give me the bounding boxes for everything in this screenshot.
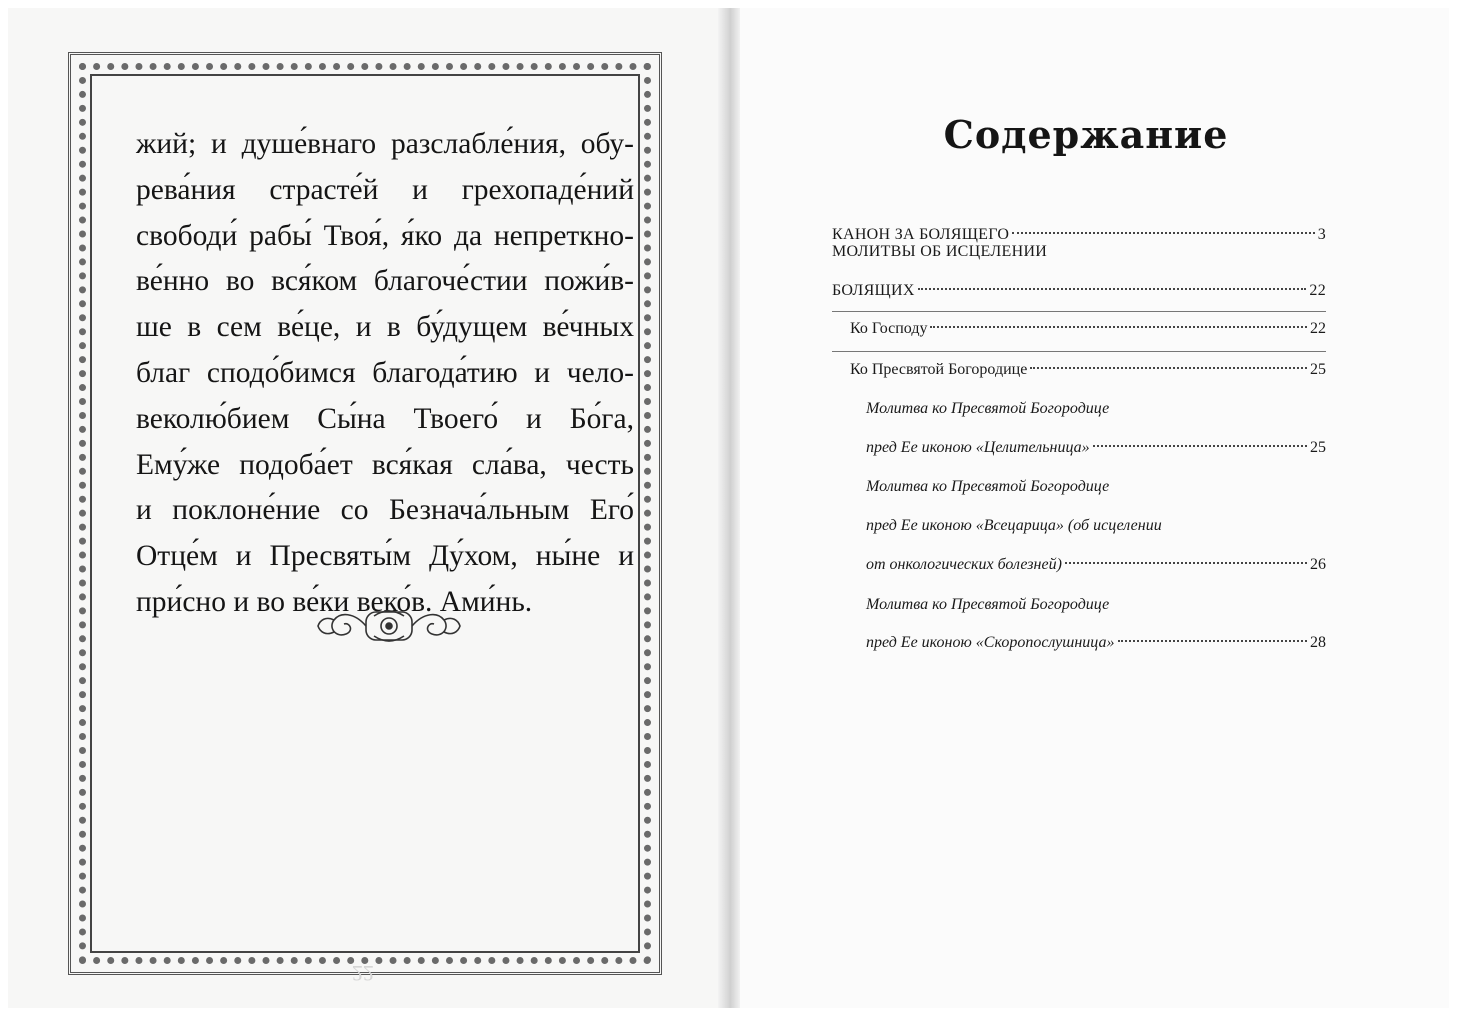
divider [832, 311, 1326, 312]
right-page [734, 8, 1449, 1008]
text-line: благ сподо́бимся благода́тию и чело- [136, 356, 634, 389]
toc-label: МОЛИТВЫ ОБ ИСЦЕЛЕНИИ [832, 243, 1048, 260]
toc-label: Ко Пресвятой Богородице [850, 361, 1028, 378]
toc-entry[interactable] [866, 517, 1326, 535]
text-line: веколю́бием Сы́на Твоего́ и Бо́га, [136, 402, 634, 435]
leader-dots [1118, 640, 1308, 642]
divider [832, 351, 1326, 352]
toc-page: 25 [1310, 439, 1326, 456]
text-line: ше в сем ве́це, и в бу́дущем ве́чных [136, 311, 634, 344]
leader-dots [1030, 367, 1307, 369]
toc-page: 26 [1310, 556, 1326, 573]
leader-dots [1012, 232, 1314, 234]
leader-dots [918, 288, 1307, 290]
toc-entry[interactable] [866, 400, 1326, 418]
text-line: Отце́м и Пресвяты́м Ду́хом, ны́не и [136, 540, 634, 573]
toc-entry[interactable] [832, 243, 1326, 261]
text-line: жий; и душе́внаго разслабле́ния, обу- [136, 128, 634, 160]
toc-entry[interactable] [850, 320, 1326, 338]
leader-dots [1065, 562, 1307, 564]
toc-label: Молитва ко Пресвятой Богородице [866, 478, 1110, 495]
toc-entry[interactable] [866, 556, 1326, 574]
toc-entry[interactable] [866, 634, 1326, 652]
book-gutter [718, 8, 740, 1008]
toc-entry[interactable] [866, 439, 1326, 457]
toc-label: Молитва ко Пресвятой Богородице [866, 596, 1110, 613]
toc-label: пред Ее иконою «Скоропослушница» [866, 634, 1115, 651]
text-line: Ему́же подоба́ет вся́кая сла́ва, честь [136, 448, 634, 481]
ornament-icon [314, 606, 464, 646]
toc-page: 25 [1310, 361, 1326, 378]
decorative-frame [68, 52, 662, 975]
leader-dots [930, 326, 1307, 328]
toc-entry[interactable] [850, 361, 1326, 379]
toc-label: Молитва ко Пресвятой Богородице [866, 400, 1110, 417]
text-line: при́сно и во ве́ки веко́в. Ами́нь. [136, 585, 533, 618]
toc-label: Ко Господу [850, 320, 928, 337]
toc-page: 22 [1309, 282, 1326, 299]
toc-label: КАНОН ЗА БОЛЯЩЕГО [832, 226, 1010, 243]
toc-entry[interactable] [832, 226, 1326, 244]
toc-entry[interactable] [866, 596, 1326, 614]
toc-entry[interactable] [832, 282, 1326, 300]
leader-dots [1093, 445, 1307, 447]
toc-label: пред Ее иконою «Всецарица» (об исцелении [866, 517, 1162, 534]
text-line: ве́нно во вся́ком благоче́стии пожи́в- [136, 265, 634, 298]
ghost-page-number: 22 [352, 961, 374, 986]
toc-entry[interactable] [866, 478, 1326, 496]
toc-page: 3 [1317, 226, 1326, 243]
prayer-text [136, 122, 634, 626]
text-line: рева́ния страсте́й и грехопаде́ний [136, 173, 634, 206]
text-line: и поклоне́ние со Безнача́льным Его́ [136, 494, 634, 527]
toc-page: 28 [1310, 634, 1326, 651]
toc-page: 22 [1310, 320, 1326, 337]
text-block [90, 74, 640, 953]
toc-label: от онкологических болезней) [866, 556, 1062, 573]
page-title: Содержание [943, 112, 1229, 157]
toc-label: БОЛЯЩИХ [832, 282, 915, 299]
text-line: свободи́ рабы́ Твоя́, я́ко да непреткно- [136, 219, 634, 252]
toc-label: пред Ее иконою «Целительница» [866, 439, 1090, 456]
